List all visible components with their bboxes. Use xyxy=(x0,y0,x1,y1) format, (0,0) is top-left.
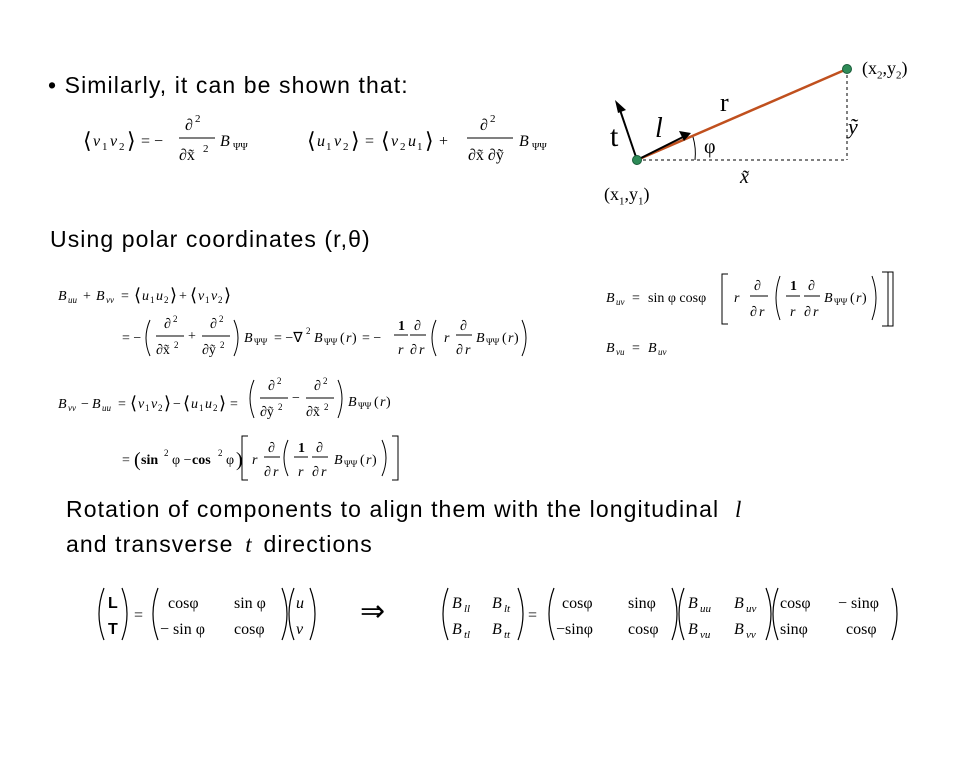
svg-text:(: ( xyxy=(340,331,345,346)
similarity-equations xyxy=(75,100,575,170)
svg-text:u: u xyxy=(156,289,163,304)
svg-text:v: v xyxy=(151,397,158,412)
svg-text:=: = xyxy=(230,397,238,412)
polar-heading: Using polar coordinates (r,θ) xyxy=(50,226,371,252)
svg-text:cosφ: cosφ xyxy=(628,621,659,638)
svg-text:B: B xyxy=(348,395,357,410)
svg-text:r: r xyxy=(444,331,450,346)
svg-text:∂: ∂ xyxy=(456,343,463,358)
svg-text:r: r xyxy=(734,291,740,306)
svg-text:B: B xyxy=(220,133,230,150)
svg-text:ll: ll xyxy=(464,603,471,615)
svg-text:vv: vv xyxy=(68,403,76,413)
svg-text:ΨΨ: ΨΨ xyxy=(358,401,372,411)
svg-text:1: 1 xyxy=(326,141,332,153)
svg-text:⟩: ⟩ xyxy=(127,128,136,153)
svg-text:∂: ∂ xyxy=(460,319,467,334)
svg-text:B: B xyxy=(688,621,698,638)
svg-text:∂: ∂ xyxy=(314,379,321,394)
svg-text:): ) xyxy=(352,331,357,346)
svg-text:ΨΨ: ΨΨ xyxy=(233,142,248,153)
l-label: l xyxy=(655,113,663,144)
svg-text:2: 2 xyxy=(218,295,223,305)
svg-text:⟩: ⟩ xyxy=(164,393,172,413)
svg-text:2: 2 xyxy=(164,448,169,458)
point2-marker xyxy=(843,65,852,74)
svg-text:1: 1 xyxy=(417,141,423,153)
y-tilde-label: ỹ xyxy=(848,114,858,139)
svg-text:∂: ∂ xyxy=(480,117,488,134)
svg-text:v: v xyxy=(198,289,205,304)
svg-text:B: B xyxy=(244,331,253,346)
svg-text:v: v xyxy=(93,133,101,150)
svg-text:= −: = − xyxy=(362,331,382,346)
svg-text:ΨΨ: ΨΨ xyxy=(344,459,358,469)
x-tilde-label: x̃ xyxy=(740,166,749,188)
intro-bullet: • Similarly, it can be shown that: xyxy=(48,72,409,98)
svg-text:2: 2 xyxy=(174,340,179,350)
svg-text:L: L xyxy=(108,595,118,612)
svg-text:vu: vu xyxy=(616,347,625,357)
svg-text:B: B xyxy=(314,331,323,346)
l-arrow-head xyxy=(679,131,691,141)
svg-text:(: ( xyxy=(850,291,855,306)
svg-text:cos: cos xyxy=(192,453,211,468)
svg-text:=: = xyxy=(365,133,375,150)
svg-text:2: 2 xyxy=(323,376,328,386)
svg-text:B: B xyxy=(334,453,343,468)
svg-text:cosφ: cosφ xyxy=(234,621,265,638)
rotation-text-3: directions xyxy=(263,531,373,557)
svg-text:B: B xyxy=(492,595,502,612)
svg-text:u: u xyxy=(205,397,212,412)
svg-text:r: r xyxy=(398,343,404,358)
svg-text:B: B xyxy=(492,621,502,638)
rotation-symbol-t: t xyxy=(245,532,252,557)
svg-text:⟨: ⟨ xyxy=(183,393,191,413)
point1-marker xyxy=(633,156,642,165)
svg-text:2: 2 xyxy=(306,326,311,336)
svg-text:− sinφ: − sinφ xyxy=(838,595,879,612)
svg-text:=: = xyxy=(528,607,538,624)
svg-text:B: B xyxy=(688,595,698,612)
svg-text:sin: sin xyxy=(141,453,159,468)
svg-text:⟨: ⟨ xyxy=(307,128,316,153)
svg-text:∂x̃: ∂x̃ xyxy=(156,343,170,358)
svg-text:1: 1 xyxy=(398,319,405,334)
svg-text:2: 2 xyxy=(343,141,349,153)
svg-text:2: 2 xyxy=(400,141,406,153)
svg-text:∂: ∂ xyxy=(268,441,275,456)
rotation-vector-equation xyxy=(90,582,330,652)
svg-text:u: u xyxy=(408,133,416,150)
svg-text:r: r xyxy=(856,291,862,306)
rotation-tensor-equation xyxy=(438,582,918,652)
svg-text:lt: lt xyxy=(504,603,511,615)
r-label: r xyxy=(720,88,729,117)
svg-text:⟨: ⟨ xyxy=(134,285,142,305)
point1-label: $(x_1,y_1)$ xyxy=(604,184,650,208)
svg-text:=: = xyxy=(122,453,130,468)
svg-text:∂: ∂ xyxy=(210,317,217,332)
svg-text:2: 2 xyxy=(219,314,224,324)
svg-text:2: 2 xyxy=(220,340,225,350)
svg-text:r: r xyxy=(790,305,796,320)
svg-text:∂: ∂ xyxy=(414,319,421,334)
rotation-text-1: Rotation of components to align them with the longitudinal xyxy=(66,496,720,522)
svg-text:uu: uu xyxy=(68,295,77,305)
svg-text:T: T xyxy=(108,621,118,638)
svg-text:B: B xyxy=(476,331,485,346)
svg-text:uu: uu xyxy=(102,403,111,413)
svg-text:B: B xyxy=(734,595,744,612)
svg-text:sinφ: sinφ xyxy=(628,595,656,612)
svg-text:⟩: ⟩ xyxy=(219,393,227,413)
svg-text:u: u xyxy=(191,397,198,412)
svg-text:(: ( xyxy=(134,449,141,471)
svg-text:r: r xyxy=(419,343,425,358)
svg-text:r: r xyxy=(380,395,386,410)
svg-text:(: ( xyxy=(374,395,379,410)
svg-text:r: r xyxy=(252,453,258,468)
svg-text:vv: vv xyxy=(106,295,114,305)
rotation-symbol-l: l xyxy=(734,497,742,522)
svg-text:ΨΨ: ΨΨ xyxy=(834,297,848,307)
svg-text:u: u xyxy=(296,595,304,612)
svg-text:B: B xyxy=(519,133,529,150)
svg-text:r: r xyxy=(346,331,352,346)
svg-text:vv: vv xyxy=(746,629,756,641)
svg-text:⟨: ⟨ xyxy=(190,285,198,305)
svg-text:⟩: ⟩ xyxy=(351,128,360,153)
svg-text:B: B xyxy=(92,397,101,412)
rotation-text-2: and transverse xyxy=(66,531,234,557)
svg-text:2: 2 xyxy=(203,143,209,155)
svg-text:=: = xyxy=(118,397,126,412)
svg-text:2: 2 xyxy=(195,113,201,125)
svg-text:v: v xyxy=(391,133,399,150)
svg-text:−: − xyxy=(173,397,181,412)
svg-text:sinφ: sinφ xyxy=(780,621,808,638)
svg-text:ΨΨ: ΨΨ xyxy=(324,337,338,347)
svg-text:tl: tl xyxy=(464,629,471,641)
svg-text:= −: = − xyxy=(141,133,164,150)
svg-text:+: + xyxy=(188,329,196,344)
svg-text:= −: = − xyxy=(122,331,142,346)
svg-text:v: v xyxy=(334,133,342,150)
svg-text:r: r xyxy=(321,465,327,480)
svg-text:1: 1 xyxy=(150,295,155,305)
svg-text:⟨: ⟨ xyxy=(83,128,92,153)
svg-text:∂: ∂ xyxy=(268,379,275,394)
svg-text:B: B xyxy=(734,621,744,638)
svg-text:uv: uv xyxy=(658,347,667,357)
svg-text:2: 2 xyxy=(164,295,169,305)
svg-text:∂x̃: ∂x̃ xyxy=(179,147,195,164)
svg-text:B: B xyxy=(452,621,462,638)
svg-text:∂: ∂ xyxy=(804,305,811,320)
svg-text:(: ( xyxy=(360,453,365,468)
svg-text:∂: ∂ xyxy=(264,465,271,480)
svg-text:uv: uv xyxy=(746,603,757,615)
svg-text:1: 1 xyxy=(298,441,305,456)
svg-text:cosφ: cosφ xyxy=(562,595,593,612)
implies-arrow: ⇒ xyxy=(360,595,386,628)
svg-text:−: − xyxy=(81,397,89,412)
svg-text:∂: ∂ xyxy=(164,317,171,332)
svg-text:∂: ∂ xyxy=(754,279,761,294)
svg-text:r: r xyxy=(759,305,765,320)
svg-text:− sin φ: − sin φ xyxy=(160,621,205,638)
svg-text:): ) xyxy=(372,453,377,468)
r-vector-line xyxy=(637,69,847,160)
svg-text:sin φ cosφ: sin φ cosφ xyxy=(648,291,707,306)
svg-text:1: 1 xyxy=(102,141,108,153)
svg-text:= −∇: = −∇ xyxy=(274,331,303,346)
t-label: t xyxy=(610,120,619,153)
svg-text:B: B xyxy=(96,289,105,304)
svg-text:r: r xyxy=(813,305,819,320)
svg-text:B: B xyxy=(606,341,615,356)
rotation-line-2 xyxy=(66,531,373,558)
buv-equations xyxy=(600,268,910,368)
svg-text:B: B xyxy=(58,289,67,304)
polar-equations xyxy=(52,268,552,488)
svg-text:⟩: ⟩ xyxy=(425,128,434,153)
svg-text:ΨΨ: ΨΨ xyxy=(486,337,500,347)
svg-text:): ) xyxy=(514,331,519,346)
svg-text:B: B xyxy=(824,291,833,306)
svg-text:2: 2 xyxy=(218,448,223,458)
svg-text:(: ( xyxy=(502,331,507,346)
svg-text:cosφ: cosφ xyxy=(846,621,877,638)
svg-text:cosφ: cosφ xyxy=(168,595,199,612)
svg-text:vu: vu xyxy=(700,629,711,641)
svg-text:v: v xyxy=(138,397,145,412)
svg-text:cosφ: cosφ xyxy=(780,595,811,612)
svg-text:B: B xyxy=(58,397,67,412)
svg-text:2: 2 xyxy=(278,402,283,412)
svg-text:2: 2 xyxy=(173,314,178,324)
svg-text:2: 2 xyxy=(119,141,125,153)
point2-label: $(x_2,y_2)$ xyxy=(862,58,908,82)
svg-text:v: v xyxy=(110,133,118,150)
svg-text:r: r xyxy=(465,343,471,358)
svg-text:1: 1 xyxy=(790,279,797,294)
svg-text:⟩: ⟩ xyxy=(224,285,232,305)
svg-text:∂: ∂ xyxy=(185,117,193,134)
svg-text:=: = xyxy=(121,289,129,304)
rotation-line-1 xyxy=(66,496,741,523)
svg-text:r: r xyxy=(273,465,279,480)
svg-text:∂: ∂ xyxy=(750,305,757,320)
svg-text:∂: ∂ xyxy=(312,465,319,480)
svg-text:=: = xyxy=(632,291,640,306)
svg-text:φ: φ xyxy=(226,453,235,468)
svg-text:⟨: ⟨ xyxy=(381,128,390,153)
svg-text:∂ỹ: ∂ỹ xyxy=(202,343,216,358)
svg-text:+: + xyxy=(439,133,449,150)
svg-text:∂: ∂ xyxy=(410,343,417,358)
svg-text:⟩: ⟩ xyxy=(170,285,178,305)
svg-text:u: u xyxy=(317,133,325,150)
svg-text:∂: ∂ xyxy=(808,279,815,294)
svg-text:2: 2 xyxy=(324,402,329,412)
svg-text:ΨΨ: ΨΨ xyxy=(254,337,268,347)
svg-text:∂x̃: ∂x̃ xyxy=(306,405,320,420)
svg-text:∂: ∂ xyxy=(316,441,323,456)
svg-text:∂x̃ ∂ỹ: ∂x̃ ∂ỹ xyxy=(468,147,504,164)
svg-text:=: = xyxy=(134,607,144,624)
svg-text:1: 1 xyxy=(199,403,204,413)
svg-text:B: B xyxy=(606,291,615,306)
svg-text:2: 2 xyxy=(213,403,218,413)
svg-text:r: r xyxy=(366,453,372,468)
svg-text:tt: tt xyxy=(504,629,511,641)
svg-text:⟨: ⟨ xyxy=(130,393,138,413)
svg-text:2: 2 xyxy=(277,376,282,386)
svg-text:u: u xyxy=(142,289,149,304)
svg-text:2: 2 xyxy=(490,113,496,125)
t-arrow-head xyxy=(615,100,626,113)
svg-text:B: B xyxy=(452,595,462,612)
svg-text:=: = xyxy=(632,341,640,356)
svg-text:): ) xyxy=(386,395,391,410)
svg-text:ΨΨ: ΨΨ xyxy=(532,142,547,153)
svg-text:−: − xyxy=(292,391,300,406)
svg-text:φ −: φ − xyxy=(172,453,192,468)
svg-text:1: 1 xyxy=(145,403,150,413)
svg-text:∂ỹ: ∂ỹ xyxy=(260,405,274,420)
svg-text:+: + xyxy=(179,289,187,304)
phi-label: φ xyxy=(704,136,716,158)
svg-text:−sinφ: −sinφ xyxy=(556,621,593,638)
svg-text:r: r xyxy=(298,465,304,480)
svg-text:2: 2 xyxy=(158,403,163,413)
svg-text:+: + xyxy=(83,289,91,304)
svg-text:1: 1 xyxy=(205,295,210,305)
svg-text:sin φ: sin φ xyxy=(234,595,266,612)
svg-text:uv: uv xyxy=(616,297,625,307)
svg-text:r: r xyxy=(508,331,514,346)
svg-text:uu: uu xyxy=(700,603,711,615)
svg-text:): ) xyxy=(236,449,243,471)
svg-text:B: B xyxy=(648,341,657,356)
svg-text:): ) xyxy=(862,291,867,306)
svg-text:v: v xyxy=(211,289,218,304)
svg-text:v: v xyxy=(296,621,304,638)
